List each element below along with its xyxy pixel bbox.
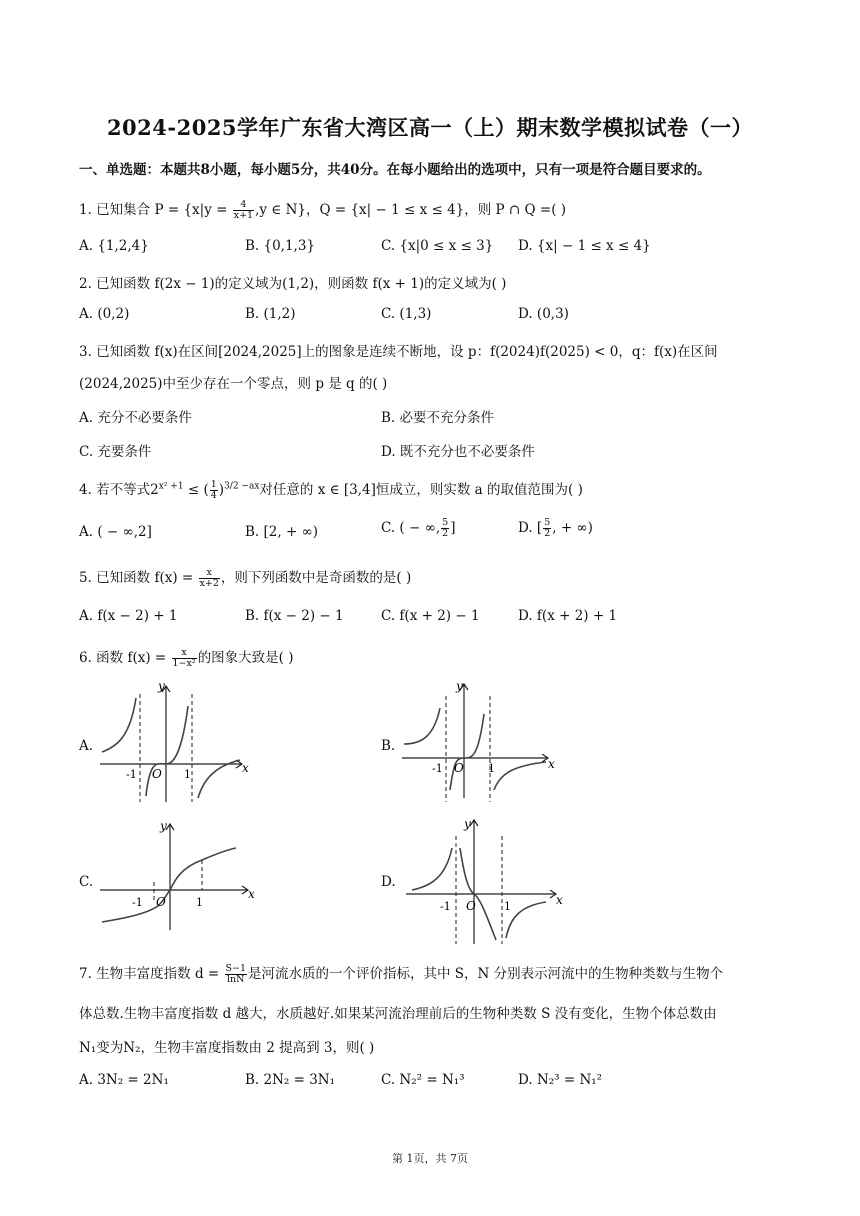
graph-a-origin: O	[152, 767, 162, 781]
q4-option-d-part: , + ∞)	[552, 520, 593, 536]
q6-option-a[interactable]: A.	[79, 738, 94, 754]
q6-graph-d[interactable]	[402, 814, 566, 948]
q4-fraction	[210, 480, 218, 501]
q1-frac-num: 4	[233, 200, 254, 211]
graph-d-pos1: 1	[504, 900, 511, 913]
graph-d-origin: O	[466, 899, 476, 913]
graph-a-x-label: x	[242, 761, 249, 775]
q4-c-num: 5	[442, 517, 449, 528]
graph-c-x-label: x	[248, 887, 255, 901]
q4-option-d[interactable]	[518, 518, 593, 539]
q7-fraction	[225, 964, 248, 985]
graph-b-x-label: x	[548, 757, 555, 771]
graph-b-origin: O	[454, 761, 464, 775]
q1-fraction	[233, 200, 254, 221]
q4-option-d-fraction	[543, 518, 551, 539]
q3-stem-line2: (2024,2025)中至少存在一个零点，则 p 是 q 的( )	[79, 376, 388, 392]
q3-stem-line1: 3. 已知函数 f(x)在区间[2024,2025]上的图象是连续不断地，设 p：f(2024)f(2025) < 0，q：f(x)在区间	[79, 344, 718, 360]
q4-stem-part: 4. 若不等式2	[79, 482, 159, 498]
q1-option-a[interactable]: A. {1,2,4}	[79, 238, 149, 254]
graph-d-x-label: x	[556, 893, 563, 907]
q4-option-c-part: C. ( − ∞,	[381, 520, 441, 536]
q6-option-b[interactable]: B.	[381, 738, 396, 754]
q1-stem-part: ,y ∈ N}，Q = {x| − 1 ≤ x ≤ 4}，则 P ∩ Q =( )	[255, 202, 567, 218]
q5-fraction	[199, 568, 220, 589]
q6-graph-a[interactable]	[96, 678, 256, 806]
q2-stem: 2. 已知函数 f(2x − 1)的定义域为(1,2)，则函数 f(x + 1)的定义域为( )	[79, 276, 507, 292]
q5-option-b[interactable]: B. f(x − 2) − 1	[245, 608, 344, 624]
q6-option-d[interactable]: D.	[381, 874, 396, 890]
q1-option-b[interactable]: B. {0,1,3}	[245, 238, 316, 254]
q2-option-b[interactable]: B. (1,2)	[245, 306, 296, 322]
q5-option-c[interactable]: C. f(x + 2) − 1	[381, 608, 480, 624]
graph-c-neg1: -1	[132, 896, 143, 909]
q3-option-b[interactable]: B. 必要不充分条件	[381, 410, 495, 426]
q4-stem	[79, 478, 583, 501]
q4-stem-part: 对任意的 x ∈ [3,4]恒成立，则实数 a 的取值范围为( )	[259, 482, 583, 498]
graph-d-y-label: y	[464, 817, 471, 831]
q4-option-d-part: D. [	[518, 520, 543, 536]
q6-frac-num: x	[172, 648, 197, 659]
graph-b-pos1: 1	[488, 762, 495, 775]
q4-c-den: 2	[442, 528, 449, 539]
q4-d-den: 2	[544, 528, 551, 539]
graph-c-y-label: y	[160, 819, 167, 833]
q5-frac-den: x+2	[199, 578, 219, 589]
q1-stem	[79, 198, 566, 221]
q4-exponent-2: 3/2 −ax	[224, 481, 260, 492]
q2-option-d[interactable]: D. (0,3)	[518, 306, 569, 322]
q1-stem-part: 1. 已知集合 P = {x|y =	[79, 202, 232, 218]
page-title: 2024-2025学年广东省大湾区高一（上）期末数学模拟试卷（一）	[106, 115, 754, 140]
graph-a-neg1: -1	[126, 768, 137, 781]
q6-option-c[interactable]: C.	[79, 874, 94, 890]
q2-option-c[interactable]: C. (1,3)	[381, 306, 432, 322]
q1-frac-den: x+1	[233, 210, 254, 221]
q7-frac-den: lnN	[227, 974, 245, 985]
q5-stem-part: ，则下列函数中是奇函数的是( )	[220, 570, 412, 586]
q3-option-a[interactable]: A. 充分不必要条件	[79, 410, 192, 426]
q6-graph-c[interactable]	[96, 818, 260, 934]
q7-frac-num: S−1	[225, 963, 247, 974]
q6-graph-b[interactable]	[398, 678, 558, 806]
q5-option-d[interactable]: D. f(x + 2) + 1	[518, 608, 618, 624]
q4-exponent-1: x² +1	[158, 481, 184, 492]
q7-option-b[interactable]: B. 2N₂ = 3N₁	[245, 1072, 336, 1088]
q6-stem	[79, 646, 294, 669]
q5-stem-part: 5. 已知函数 f(x) =	[79, 570, 198, 586]
q5-stem	[79, 566, 411, 589]
graph-a-y-label: y	[158, 679, 165, 693]
q7-stem-part: 是河流水质的一个评价指标，其中 S，N 分别表示河流中的生物种类数与生物个	[248, 966, 724, 982]
graph-b-y-label: y	[456, 679, 463, 693]
q4-option-a[interactable]: A. ( − ∞,2]	[79, 524, 152, 540]
q4-stem-part: ≤ (	[183, 482, 209, 498]
graph-d-neg1: -1	[440, 900, 451, 913]
q1-option-d[interactable]: D. {x| − 1 ≤ x ≤ 4}	[518, 238, 651, 254]
q7-option-a[interactable]: A. 3N₂ = 2N₁	[79, 1072, 169, 1088]
q7-stem-part: 7. 生物丰富度指数 d =	[79, 966, 224, 982]
q4-frac-num: 1	[210, 479, 217, 490]
graph-a-pos1: 1	[184, 768, 191, 781]
q6-stem-part: 6. 函数 f(x) =	[79, 650, 171, 666]
q4-frac-den: 4	[210, 490, 217, 501]
q6-fraction	[172, 648, 197, 669]
q5-frac-num: x	[199, 568, 220, 579]
graph-c-pos1: 1	[196, 896, 203, 909]
q3-option-d[interactable]: D. 既不充分也不必要条件	[381, 444, 535, 460]
q5-option-a[interactable]: A. f(x − 2) + 1	[79, 608, 178, 624]
q1-option-c[interactable]: C. {x|0 ≤ x ≤ 3}	[381, 238, 494, 254]
graph-b-neg1: -1	[432, 762, 443, 775]
section-heading: 一、单选题：本题共8小题，每小题5分，共40分。在每小题给出的选项中，只有一项是符合题目要求的。	[79, 162, 711, 178]
q3-option-c[interactable]: C. 充要条件	[79, 444, 152, 460]
q4-option-c-part: ]	[450, 520, 456, 536]
q7-option-c[interactable]: C. N₂² = N₁³	[381, 1072, 465, 1088]
page-footer: 第 1页，共 7页	[392, 1152, 468, 1165]
q4-d-num: 5	[544, 517, 551, 528]
q4-option-c[interactable]	[381, 518, 455, 539]
q7-stem-line3: N₁变为N₂，生物丰富度指数由 2 提高到 3，则( )	[79, 1040, 375, 1056]
q4-option-b[interactable]: B. [2, + ∞)	[245, 524, 319, 540]
q4-option-c-fraction	[441, 518, 449, 539]
q4-stem-part: )	[218, 482, 225, 498]
graph-c-origin: O	[156, 895, 166, 909]
q7-stem-line2: 体总数.生物丰富度指数 d 越大，水质越好.如果某河流治理前后的生物种类数 S 没有变化，生物个体总数由	[79, 1006, 717, 1022]
q6-stem-part: 的图象大致是( )	[197, 650, 294, 666]
q7-option-d[interactable]: D. N₂³ = N₁²	[518, 1072, 603, 1088]
q7-stem-line1	[79, 962, 723, 985]
q2-option-a[interactable]: A. (0,2)	[79, 306, 130, 322]
q6-frac-den: 1−x²	[172, 658, 196, 669]
